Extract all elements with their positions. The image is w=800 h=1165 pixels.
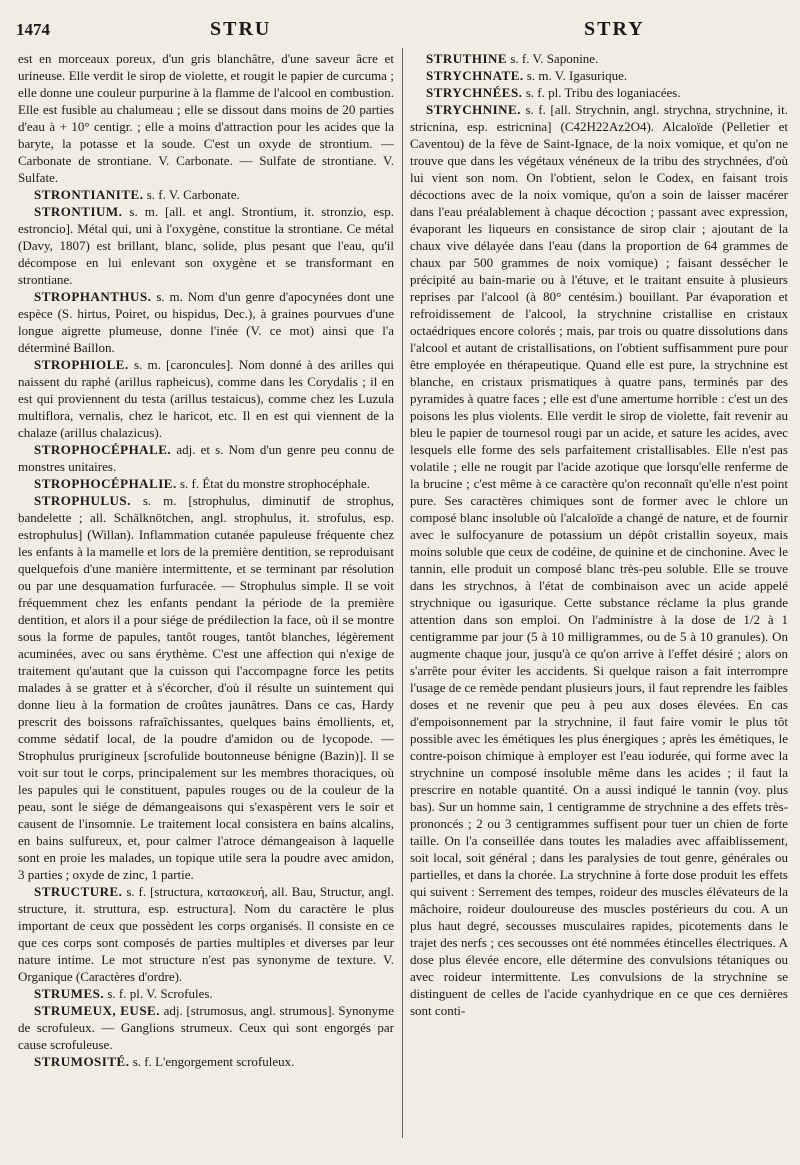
entry-headword: STROPHOCÉPHALIE. bbox=[34, 476, 177, 491]
dictionary-entry bbox=[18, 186, 394, 203]
entry-text: s. f. [all. Strychnin, angl. strychna, strychnine, it. stricnina, esp. estricnina] (C42H22Az2O4). Alcaloïde (Pelletier et Caventou) de la fève de Saint-Ignace, de la noix vomique, et qu'on ne trouve que dans les végétaux vénéneux de la tribu des strychnées, d'où lui vient son nom. On l'obtient, selon le Codex, en faisant trois décoctions avec de la noix vomique, qu'on a soin de laisser macérer dans l'eau préalablement à chaque décoction ; passant avec expression, évaporant les liqueurs en consistance de sirop clair ; ajoutant de la chaux vive délayée dans l'eau (dans la proportion de 64 grammes de chaux par 500 grammes de noix vomique) ; faisant dessécher le précipité au bain-marie ou à l'étuve, et le traitant ensuite à plusieurs reprises par l'alcool (à 80° centésim.) bouillant. Par évaporation et refroidissement de l'alcool, la strychnine cristallise en cristaux octaédriques encore colorés ; mais, par trois ou quatre dissolutions dans l'alcool et autant de cristallisations, on l'obtient suffisamment pure pour être employée en thérapeutique. Quand elle est pure, la strychnine est blanche, en cristaux prismatiques à quatre pans, terminés par des pyramides à quatre faces ; elle est d'une amertume horrible : c'est un des poisons les plus violents. Elle verdit le sirop de violette, fait revenir au bleu le papier de tournesol rougi par un acide, et sature les acides, avec lesquels elle forme des sels parfaitement cristallisables. Elle n'est pas volatile ; elle ne rougit par l'acide azotique que lorsqu'elle renferme de la brucine ; c'est même à ce caractère qu'on reconnaît qu'elle n'est point pure. Ses caractères chimiques sont de former avec le chlore un composé blanc insoluble où l'alcaloïde a changé de nature, et de fournir avec le sulfocyanure de potassium un dépôt cristallin soyeux, mais moins soluble que ceux de codéine, de quinine et de cinchonine. Avec le tannin, elle produit un composé blanc très-peu soluble. Elle se trouve dans les strychnos, à l'état de combinaison avec un acide appelé strychnique ou igasurique. Cette substance réclame la plus grande attention dans son emploi. On l'administre à la dose de 1/2 à 1 centigramme par jour (5 à 10 milligrammes, ou de 5 à 10 granules). On augmente chaque jour, jusqu'à ce qu'on arrive à l'effet désiré ; alors on s'arrête pour éviter les accidents. Si quelque raison a fait interrompre l'usage de ce remède pendant plusieurs jours, il faut reprendre les faibles doses et ne revenir que peu à peu aux doses élevées. En cas d'empoisonnement par la strychnine, il faut faire vomir le plus tôt possible avec les émétiques les plus énergiques ; après les émétiques, le contre-poison chimique à employer est l'eau iodurée, qui forme avec la strychnine un composé insoluble même dans les acides ; il faut la prescrire en notable quantité. On a aussi indiqué le tannin (voy. plus bas). Sur un homme sain, 1 centigramme de strychnine a des effets très-prononcés ; 2 ou 3 centigrammes suffisent pour tuer un chien de forte taille. On l'a conseillée dans toutes les maladies avec affaiblissement, soit local, soit général ; dans les paralysies de tout genre, générales ou partielles, et dans la chorée. La strychnine à forte dose produit les effets qui suivent : Serrement des tempes, roideur des muscles élévateurs de la mâchoire, roideur douloureuse des muscles postérieurs du cou. A un plus haut degré, secousses musculaires rapides, picotements dans le trajet des nerfs ; ces secousses ont été nommées étincelles électriques. A dose plus élevée encore, elle détermine des convulsions tétaniques ou avec roideur intermittente. Les convulsions de la strychnine se distinguent de celles de l'acide cyanhydrique en ce que ces dernières sont conti- bbox=[410, 102, 788, 1018]
dictionary-entry bbox=[18, 356, 394, 441]
entry-text: s. f. pl. Tribu des loganiacées. bbox=[525, 85, 681, 100]
entry-text: s. f. V. Saponine. bbox=[510, 51, 599, 66]
column-divider bbox=[402, 48, 403, 1138]
entry-headword: STRONTIUM. bbox=[34, 204, 123, 219]
dictionary-entry bbox=[18, 475, 394, 492]
entry-headword: STRUCTURE. bbox=[34, 884, 123, 899]
dictionary-entry bbox=[18, 492, 394, 883]
entry-headword: STROPHIOLE. bbox=[34, 357, 129, 372]
dictionary-entry bbox=[18, 203, 394, 288]
entry-text: s. f. [structura, κατασκευή, all. Bau, Structur, angl. structure, it. struttura, esp. estructura]. Nom du caractère le plus important de ceux que possèdent les corps organisés. Il consiste en ce que ces corps sont composés de parties multiples et diverses par leur nature intime. Le mot structure n'est pas synonyme de texture. V. Organique (Caractères d'ordre). bbox=[18, 884, 394, 984]
page-number: 1474 bbox=[16, 20, 50, 39]
dictionary-entry bbox=[18, 1002, 394, 1053]
right-running-head: STRY bbox=[584, 18, 645, 40]
entry-headword: STRUMEUX, EUSE. bbox=[34, 1003, 160, 1018]
entry-text: s. m. Nom d'un genre d'apocynées dont une espèce (S. hirtus, Poiret, ou hispidus, Dec.), à graines pourvues d'une longue aigrette plumeuse, donne l'inée (V. ce mot) ainsi que l'a déterminé Baillon. bbox=[18, 289, 394, 355]
dictionary-entry bbox=[410, 84, 788, 101]
entry-headword: STRUTHINE bbox=[426, 51, 508, 66]
entry-headword: STROPHOCÉPHALE. bbox=[34, 442, 172, 457]
right-column bbox=[410, 50, 788, 1151]
entry-text: adj. et s. Nom d'un genre peu connu de monstres unitaires. bbox=[18, 442, 394, 474]
entry-text: s. m. [strophulus, diminutif de strophus, bandelette ; all. Schälknötchen, angl. strophulus, it. strofulus, esp. estrophulus] (Willan). Inflammation cutanée papuleuse fréquente chez les enfants à la mamelle et lors de la première dentition, se reproduisant quelquefois d'une manière intermittente, et se terminant par résolution ou par une desquamation furfuracée. — Strophulus simple. Il se voit fréquemment chez les enfants pendant la période de la première dentition, et alors il a pour siége de prédilection la face, où il se montre sous la forme de papules, tantôt rouges, tantôt blanches, légèrement acuminées, avec ou sans érythème. C'est une affection qui n'exige de traitement qu'autant que la cuisson qui l'accompagne force les petits malades à se gratter et à s'écorcher, d'où il résulte un suintement qui donne lieu à la formation de croûtes jaunâtres. Dans ce cas, Hardy prescrit des boissons rafraîchissantes, quelques bains émollients, et, comme sédatif local, de la poudre d'amidon ou de lycopode. — Strophulus prurigineux [scrofulide boutonneuse bénigne (Bazin)]. Il se voit sur tout le corps, principalement sur les membres thoraciques, où les papules qui le constituent, papules rouges ou de la couleur de la peau, sont le siége de démangeaisons qui s'exaspèrent vers le soir et causent de l'insomnie. Le traitement local consistera en bains alcalins, en bains sulfureux, et, pour calmer l'atroce démangeaison à laquelle sont en proie les malades, un topique utile sera la poudre avec amidon, 3 parties ; oxyde de zinc, 1 partie. bbox=[18, 493, 394, 882]
dictionary-entry bbox=[410, 50, 788, 67]
left-column bbox=[18, 50, 394, 1151]
entry-headword: STRYCHNATE. bbox=[426, 68, 524, 83]
dictionary-entry bbox=[18, 1053, 394, 1070]
entry-headword: STRYCHNÉES. bbox=[426, 85, 523, 100]
dictionary-entry bbox=[18, 985, 394, 1002]
entry-text: adj. [strumosus, angl. strumous]. Synonyme de scrofuleux. — Ganglions strumeux. Ceux qui sont engorgés par cause scrofuleuse. bbox=[18, 1003, 394, 1052]
running-header bbox=[12, 16, 786, 46]
dictionary-entry bbox=[410, 101, 788, 1019]
entry-text: s. f. L'engorgement scrofuleux. bbox=[132, 1054, 295, 1069]
dictionary-entry bbox=[18, 50, 394, 186]
entry-text: s. f. V. Carbonate. bbox=[146, 187, 240, 202]
entry-text: s. f. État du monstre strophocéphale. bbox=[179, 476, 370, 491]
entry-headword: STRUMOSITÉ. bbox=[34, 1054, 130, 1069]
entry-headword: STRUMES. bbox=[34, 986, 105, 1001]
dictionary-entry bbox=[18, 288, 394, 356]
left-running-head: STRU bbox=[210, 18, 272, 40]
entry-text: s. m. V. Igasurique. bbox=[526, 68, 628, 83]
dictionary-entry bbox=[410, 67, 788, 84]
entry-headword: STRONTIANITE. bbox=[34, 187, 144, 202]
entry-headword: STROPHANTHUS. bbox=[34, 289, 152, 304]
entry-text: s. m. [all. et angl. Strontium, it. stronzio, esp. estroncio]. Métal qui, uni à l'oxygène, constitue la strontiane. Ce métal (Davy, 1807) est brillant, blanc, solide, plus pesant que l'eau, qu'il décompose en lui enlevant son oxygène et se transformant en strontiane. bbox=[18, 204, 394, 287]
entry-text: est en morceaux poreux, d'un gris blanchâtre, d'une saveur âcre et urineuse. Elle verdit le sirop de violette, et rougit le papier de curcuma ; elle donne une couleur purpurine à la flamme de l'alcool en combustion. Elle est fusible au chalumeau ; elle se dissout dans moins de 20 parties d'eau à + 10° centigr. ; elle a moins d'attraction pour les acides que la baryte, la potasse et la soude. C'est un oxyde de strontium. — Carbonate de strontiane. V. Carbonate. — Sulfate de strontiane. V. Sulfate. bbox=[18, 51, 394, 185]
entry-headword: STROPHULUS. bbox=[34, 493, 131, 508]
dictionary-entry bbox=[18, 883, 394, 985]
entry-text: s. m. [caroncules]. Nom donné à des arilles qui naissent du raphé (arillus rapheicus), comme dans les Corydalis ; il en est qui proviennent du testa (arillus testaicus), comme chez les Luzula multiflora, vernalis, chez le haricot, etc. Il en est qui viennent de la chalaze (arillus chalazicus). bbox=[18, 357, 394, 440]
entry-headword: STRYCHNINE. bbox=[426, 102, 521, 117]
entry-text: s. f. pl. V. Scrofules. bbox=[107, 986, 213, 1001]
dictionary-entry bbox=[18, 441, 394, 475]
